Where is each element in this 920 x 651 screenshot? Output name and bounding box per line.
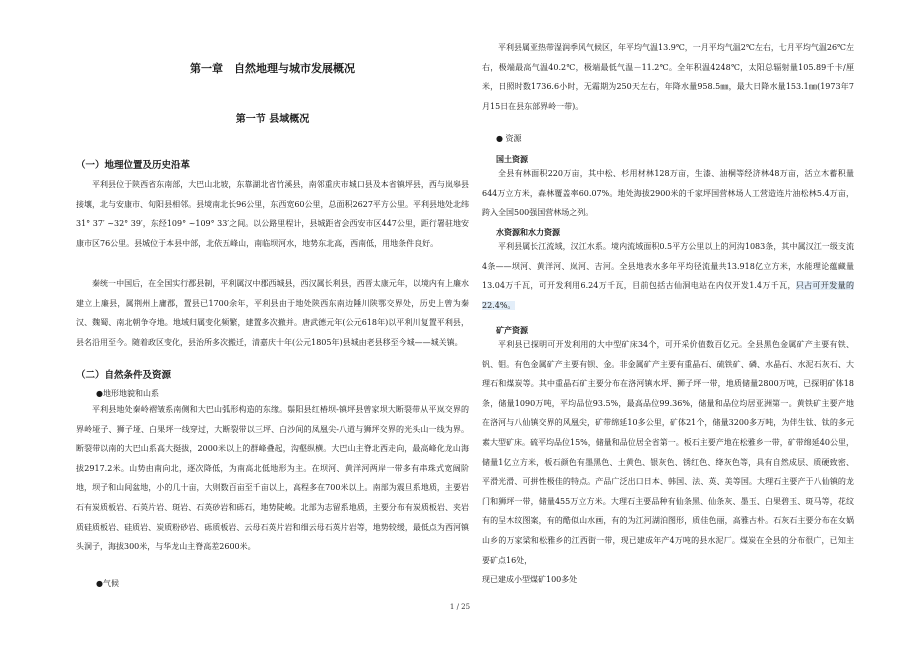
bullet-climate: ●气候: [96, 579, 119, 588]
bullet-resources: ● 资源: [496, 134, 522, 143]
paragraph-mineral-resources: 平利县已探明可开发利用的大中型矿床34个，可开采价值数百亿元。全县黑色金属矿产主要有铁、钒、钼。有色金属矿产主要有钡、金。非金属矿产主要有重晶石、硫铁矿、磷、水晶石、水泥石灰石、大理石和煤炭等。其中重晶石矿主要分布在洛河镇水坪、狮子坪一带，地质储量2800万吨，已探明矿体18条，储量1090万吨，平均品位93.5%，最高品位99.36%，储量和品位均居亚洲第一。黄铁矿主要产地在洛河与八仙镇交界的风凰尖，矿带绵延10多公里，矿体21个，储量3200多万吨，为伴生钛、钛的多元素大型矿床。硫平均品位15%，储量和品位居全省第一。板石主要产地在松雅乡一带，矿带绵延40公里，储量1亿立方米，板石颜色有墨黑色、土黄色、银灰色、锈红色、绛灰色等，具有自然成层、质硬致密、平滑光滑、可拼性极佳的特点。产品广泛出口日本、韩国、法、英、美等国。大理石主要产于八仙镇的龙门和狮坪一带，储量455万立方米。大理石主要品种有仙条黑、仙条灰、墨玉、白果碧玉、斑马等，花纹有的呈木纹图案，有的酷似山水画，有的为江河湖泊图形，质佳色丽，高雅古朴。石灰石主要分布在女娲山乡的万家梁和松雅乡的江西街一带，现已建成年产4万吨的县水泥厂。煤炭在全县的分布很广，已知主要矿点16处，: [482, 340, 854, 565]
subheading-water-resources: 水资源和水力资源: [496, 227, 560, 237]
paragraph-terrain: 平利县地处秦岭褶皱系南侧和大巴山弧形构造的东缘。鬃阳县红椿坝-镇坪县曾家坝大断裂带从平岚交界的界岭垭子、狮子垭、白果坪一线穿过，大断裂带以三坪、白沙间的凤凰尖-八道与狮坪交界的光头山一线为界。断裂带以南的大巴山系高大挺拔，2000米以上的群峰叠起，沟壑纵横。大巴山主脊北西走向，最高峰化龙山海拔2917.2米。山势由南向北，逐次降低，为南高北低地形为主。在坝河、黄洋河两岸一带多有串珠式宽阔阶地，坝子和山间盆地，小的几十亩，大则数百亩至千亩以上，高程多在700米以上。南部为震旦系地质，主要岩石有炭质板岩、石英片岩、斑岩、石英砂岩和砾石，地势陡峻。北部为志留系地质，主要分布有炭质板岩、夹岩质硅质板岩、硅质岩、炭质粉砂岩、砾质板岩、云母石英片岩和细云母石英片岩等，地势较缓，最低点为西河镇头洞子，海拔300米，与华龙山主脊高差2600米。: [76, 405, 469, 552]
page-number: 1 / 25: [449, 603, 471, 611]
section-title: 第一节 县域概况: [235, 114, 310, 125]
water-text: 平利县属长江流域，汉江水系。境内流域面积0.5平方公里以上的河沟1083条，其中属汉江一级支流4条——坝河、黄洋河、岚河、吉河。全县地表水多年平均径流量共13.918亿立方米，水能理论蕴藏量13.04万千瓦，可开发利用6.24万千瓦，目前包括古仙洞电站在内仅开发1.4万千瓦，: [482, 242, 854, 291]
paragraph-climate: 平利县属亚热带湿润季风气候区，年平均气温13.9℃，一月平均气温2℃左右，七月平均气温26℃左右，极端最高气温40.2℃，极端最低气温－11.2℃。全年积温4248℃，太阳总辐射量105.89千卡/厘米，日照时数1736.6小时，无霜期为250天左右，年降水量958.5㎜，最大日降水量153.1㎜(1973年7月15日在县东部界岭一带)。: [482, 43, 854, 111]
paragraph-history: 秦统一中国后，在全国实行郡县制，平利属汉中郡西城县，西汉属长利县，西晋太康元年，以境内有上廉水建立上廉县，属荆州上庸郡，置县已1700余年，平利县由于地处陕西东南边陲川陕鄂交界处，历史上曾为秦汉、魏蜀、南北朝争夺地。地域归属变化频繁，建置多次撤并。唐武德元年(公元618年)以平利川复置平利县，县名沿用至今。随着政区变化，县治所多次搬迁，清嘉庆十年(公元1805年)县城由老县移至今城——城关镇。: [76, 279, 469, 347]
bullet-terrain: ●地形地貌和山系: [96, 389, 159, 398]
chapter-title: 第一章 自然地理与城市发展概况: [190, 62, 355, 75]
water-text-highlight: 只占可开发量的22.4%。: [482, 281, 854, 310]
paragraph-coal: 现已建成小型煤矿100多处: [482, 575, 578, 584]
paragraph-location: 平利县位于陕西省东南部，大巴山北坡，东靠湖北省竹溪县，南邻重庆市城口县及本省镇坪县，西与岚皋县接壤，北与安康市、旬阳县相邻。县境南北长96公里，东西宽60公里，总面积2627平方公里。平利县地处北纬31° 37′ ~32° 39′，东经109° ~109° 33′之间。以公路里程计，县城距省会西安市区447公里，距行署驻地安康市区76公里。县城位于本县中部，北依五峰山，南临坝河水，地势东北高，西南低，用地条件良好。: [76, 180, 469, 248]
subheading-mineral-resources: 矿产资源: [496, 325, 528, 335]
subheading-land-resources: 国土资源: [496, 154, 528, 164]
heading-natural-conditions: （二）自然条件及资源: [76, 370, 172, 381]
paragraph-land-resources: 全县有林面积220万亩，其中松、杉用材林128万亩，生漆、油桐等经济林48万亩，活立木蓄积量644万立方米，森林覆盖率60.07%。地处海拔2900米的千家坪国营林场人工营造连片油松林5.4万亩，跨入全国500强国营林场之列。: [482, 169, 854, 218]
heading-location-history: （一）地理位置及历史沿革: [76, 160, 191, 171]
paragraph-water-resources: [482, 237, 854, 315]
